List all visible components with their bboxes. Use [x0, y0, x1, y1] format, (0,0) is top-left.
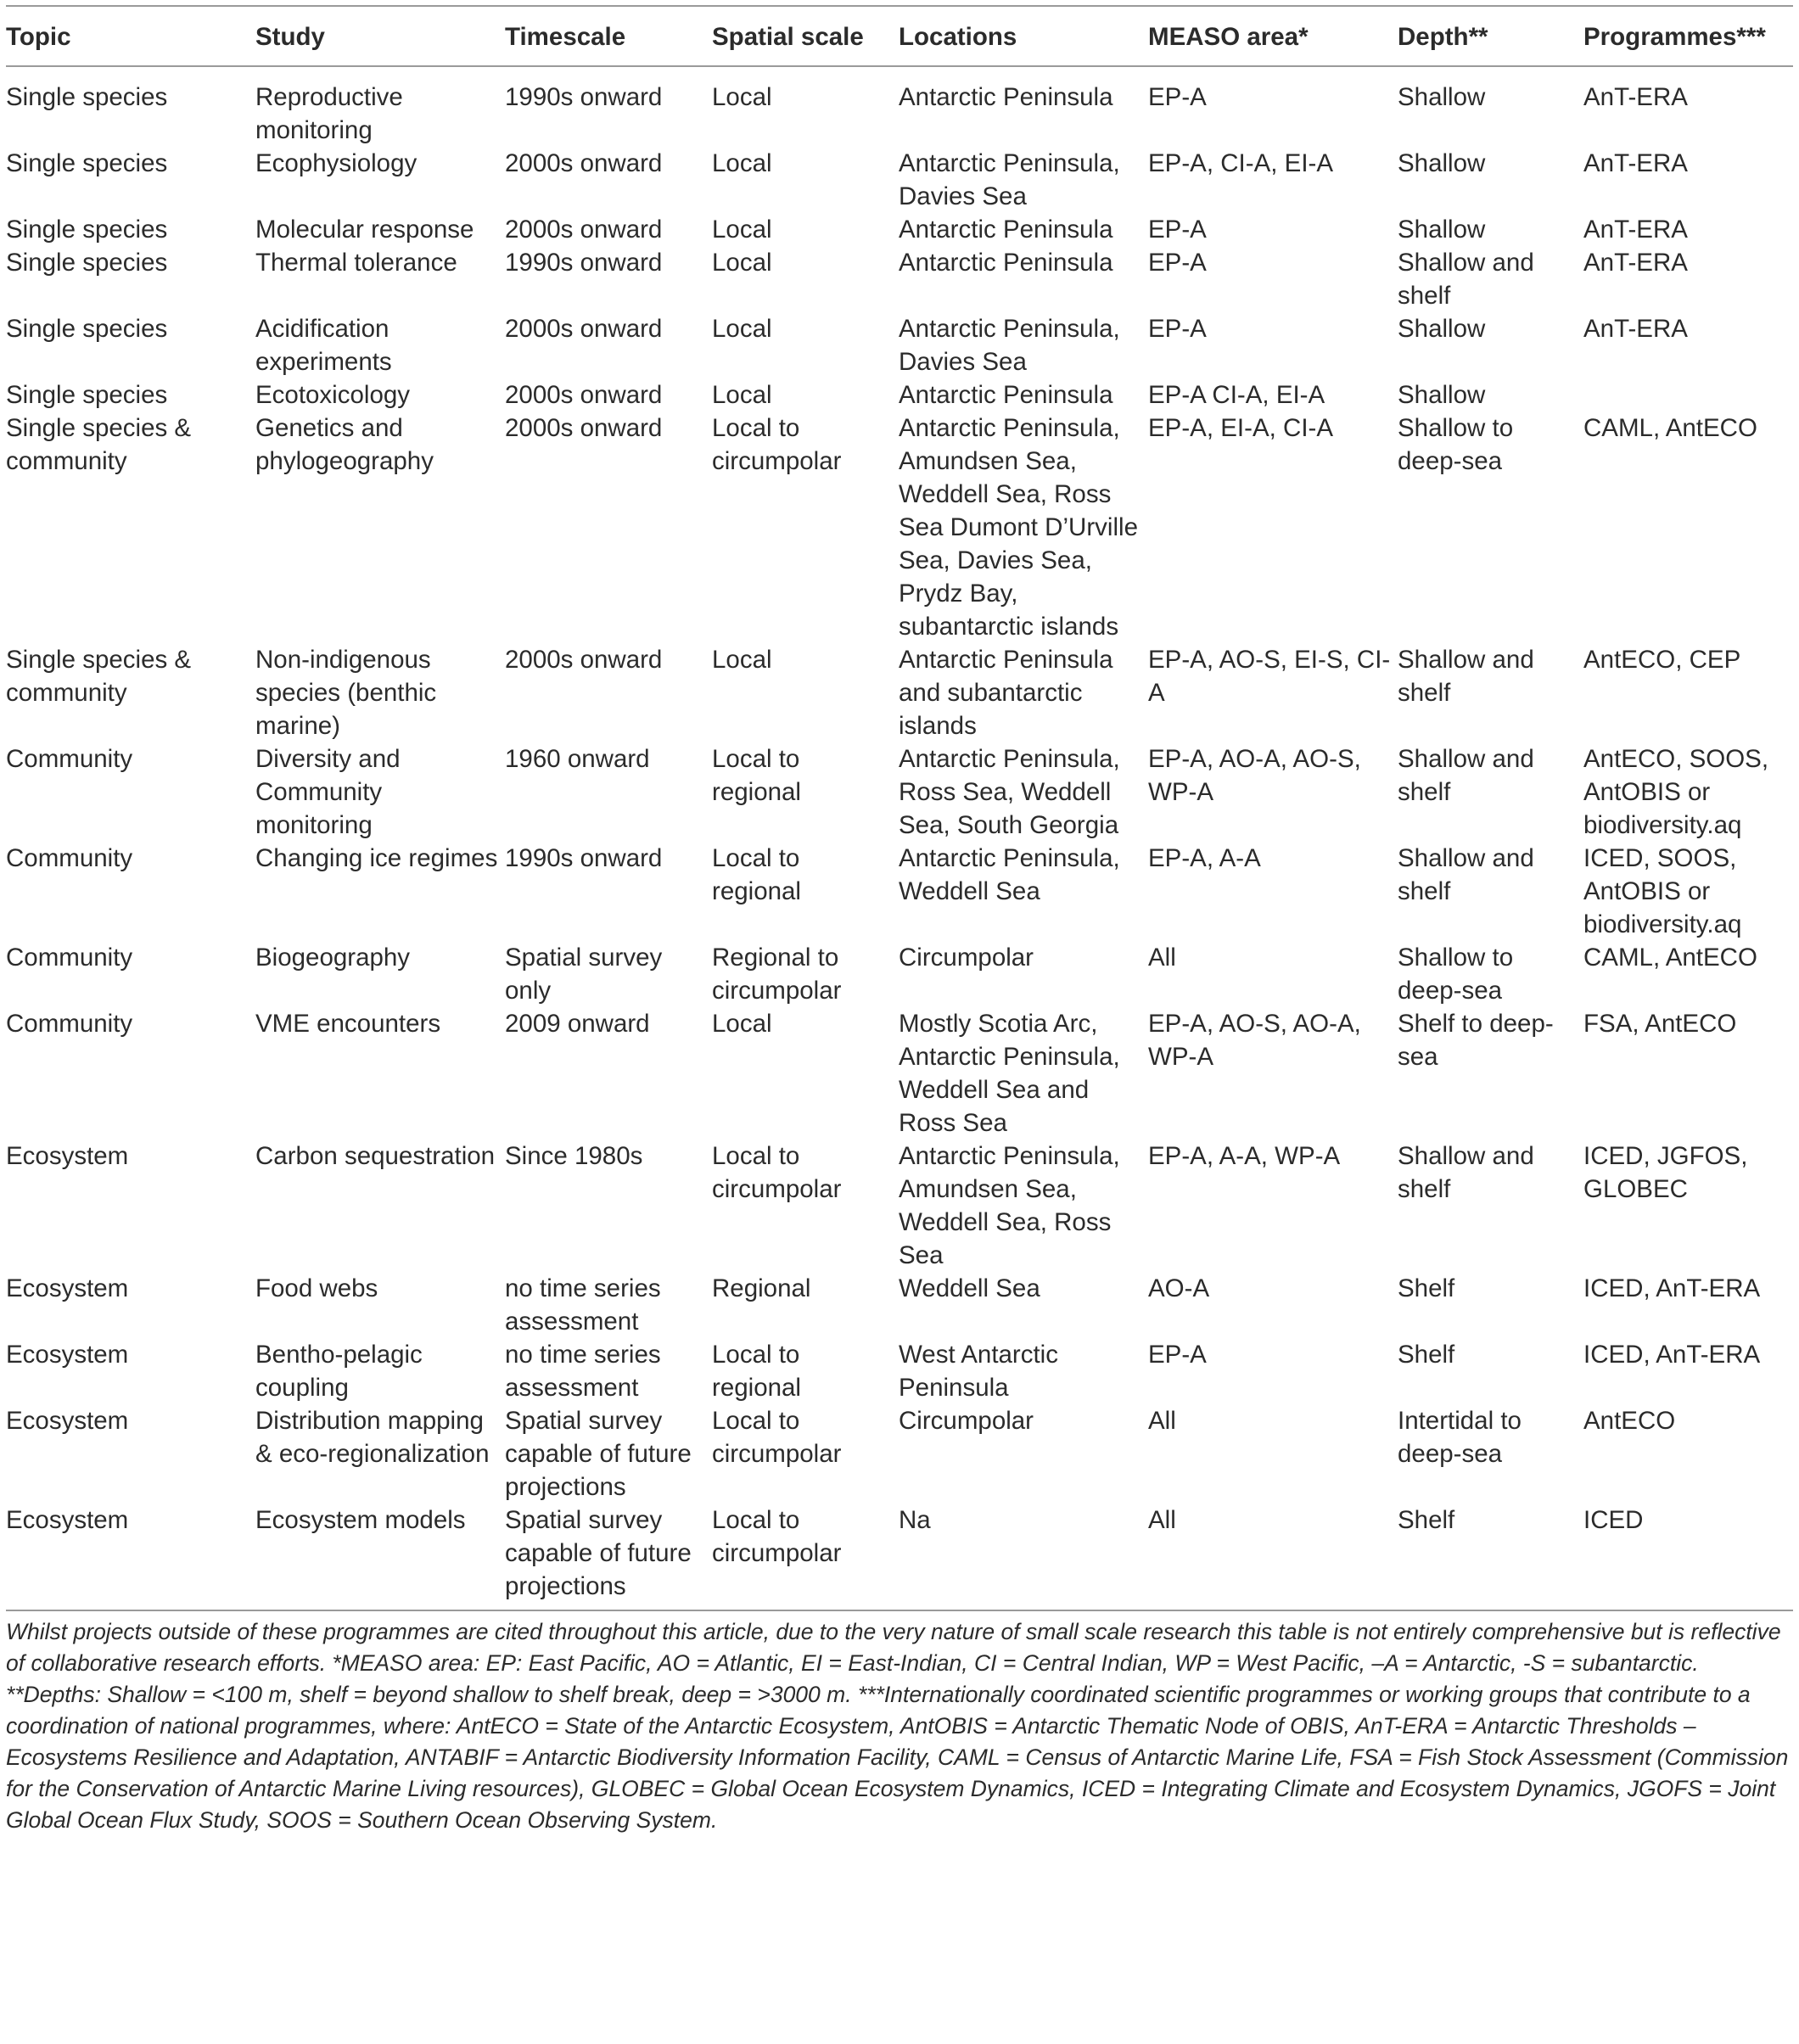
table-row — [6, 213, 1793, 246]
cell-locations: Antarctic Peninsula — [899, 83, 1113, 111]
cell-spatial-scale: Local to regional — [712, 1341, 801, 1402]
cell-topic: Single species & community — [6, 646, 192, 707]
cell-depth: Shallow — [1398, 381, 1486, 409]
cell-spatial-scale: Local — [712, 216, 772, 244]
cell-locations: Antarctic Peninsula — [899, 381, 1113, 409]
cell-measo-area: All — [1148, 1407, 1176, 1435]
table-row — [6, 147, 1793, 213]
cell-locations: Circumpolar — [899, 1407, 1034, 1435]
cell-programmes: AntECO, SOOS, AntOBIS or biodiversity.aq — [1583, 745, 1769, 839]
table-row — [6, 1338, 1793, 1404]
cell-locations: Na — [899, 1506, 931, 1534]
cell-timescale: Spatial survey only — [505, 944, 663, 1005]
cell-timescale: 1990s onward — [505, 844, 663, 872]
cell-depth: Shallow and shelf — [1398, 249, 1534, 310]
cell-study: Distribution mapping & eco-regionalization — [255, 1407, 490, 1468]
cell-study: Ecophysiology — [255, 149, 418, 177]
header-timescale: Timescale — [505, 23, 626, 51]
cell-spatial-scale: Local to regional — [712, 844, 801, 905]
cell-study: Ecotoxicology — [255, 381, 411, 409]
header-spatial-scale: Spatial scale — [712, 23, 864, 51]
table-row — [6, 246, 1793, 312]
cell-measo-area: EP-A, A-A, WP-A — [1148, 1142, 1341, 1170]
cell-programmes: CAML, AntECO — [1583, 414, 1757, 442]
cell-spatial-scale: Local to circumpolar — [712, 414, 842, 475]
cell-depth: Shallow to deep-sea — [1398, 944, 1514, 1005]
cell-locations: Antarctic Peninsula — [899, 249, 1113, 277]
cell-measo-area: EP-A, AO-S, EI-S, CI-A — [1148, 646, 1391, 707]
table-row — [6, 412, 1793, 643]
header-measo-area: MEASO area* — [1148, 23, 1309, 51]
table-body — [6, 66, 1793, 1610]
cell-timescale: 2000s onward — [505, 414, 663, 442]
cell-topic: Community — [6, 1010, 133, 1038]
cell-programmes: AntECO — [1583, 1407, 1676, 1435]
cell-topic: Single species — [6, 315, 168, 343]
cell-timescale: 2000s onward — [505, 216, 663, 244]
table-row — [6, 1140, 1793, 1272]
table-row — [6, 1272, 1793, 1338]
cell-programmes: AnT-ERA — [1583, 216, 1688, 244]
cell-measo-area: EP-A — [1148, 315, 1207, 343]
cell-measo-area: EP-A, CI-A, EI-A — [1148, 149, 1334, 177]
table-row — [6, 1007, 1793, 1140]
table-row — [6, 66, 1793, 147]
cell-measo-area: EP-A — [1148, 249, 1207, 277]
cell-topic: Single species — [6, 249, 168, 277]
cell-programmes — [1583, 378, 1793, 412]
cell-depth: Shallow and shelf — [1398, 745, 1534, 806]
cell-timescale: Spatial survey capable of future projections — [505, 1506, 692, 1600]
cell-topic: Single species — [6, 149, 168, 177]
cell-measo-area: EP-A CI-A, EI-A — [1148, 381, 1325, 409]
cell-measo-area: EP-A, AO-S, AO-A, WP-A — [1148, 1010, 1361, 1071]
cell-programmes: AnT-ERA — [1583, 249, 1688, 277]
cell-study: VME encounters — [255, 1010, 441, 1038]
cell-timescale: 1990s onward — [505, 249, 663, 277]
table-row — [6, 312, 1793, 378]
header-locations: Locations — [899, 23, 1017, 51]
cell-topic: Ecosystem — [6, 1341, 129, 1369]
cell-depth: Shallow and shelf — [1398, 1142, 1534, 1203]
cell-topic: Ecosystem — [6, 1407, 129, 1435]
header-topic: Topic — [6, 23, 71, 51]
cell-programmes: AnT-ERA — [1583, 83, 1688, 111]
cell-spatial-scale: Local to regional — [712, 745, 801, 806]
table-row — [6, 842, 1793, 941]
cell-depth: Shelf — [1398, 1341, 1455, 1369]
cell-programmes: AnT-ERA — [1583, 149, 1688, 177]
table-header — [6, 6, 1793, 66]
cell-topic: Ecosystem — [6, 1274, 129, 1302]
cell-locations: Weddell Sea — [899, 1274, 1040, 1302]
cell-study: Genetics and phylogeography — [255, 414, 434, 475]
cell-locations: Antarctic Peninsula, Amundsen Sea, Weddell Sea, Ross Sea Dumont D’Urville Sea, Davies Sea, Prydz Bay, subantarctic islands — [899, 414, 1138, 641]
table-row — [6, 1404, 1793, 1504]
cell-topic: Single species — [6, 381, 168, 409]
cell-locations: Antarctic Peninsula, Davies Sea — [899, 149, 1120, 210]
cell-study: Ecosystem models — [255, 1506, 466, 1534]
cell-depth: Shallow — [1398, 83, 1486, 111]
cell-depth: Shallow — [1398, 216, 1486, 244]
cell-spatial-scale: Local — [712, 249, 772, 277]
header-study: Study — [255, 23, 325, 51]
table-row — [6, 378, 1793, 412]
cell-depth: Shallow — [1398, 149, 1486, 177]
cell-locations: Antarctic Peninsula, Amundsen Sea, Weddell Sea, Ross Sea — [899, 1142, 1120, 1269]
header-depth: Depth** — [1398, 23, 1488, 51]
cell-spatial-scale: Local — [712, 83, 772, 111]
cell-measo-area: EP-A, A-A — [1148, 844, 1261, 872]
cell-study: Diversity and Community monitoring — [255, 745, 401, 839]
cell-topic: Community — [6, 745, 133, 773]
cell-timescale: 2000s onward — [505, 646, 663, 674]
cell-spatial-scale: Local to circumpolar — [712, 1407, 842, 1468]
cell-study: Carbon sequestration — [255, 1142, 496, 1170]
cell-spatial-scale: Local — [712, 381, 772, 409]
cell-programmes: ICED, JGFOS, GLOBEC — [1583, 1142, 1748, 1203]
research-table — [6, 5, 1793, 1610]
cell-programmes: ICED, SOOS, AntOBIS or biodiversity.aq — [1583, 844, 1742, 938]
cell-depth: Shallow and shelf — [1398, 646, 1534, 707]
cell-measo-area: EP-A — [1148, 1341, 1207, 1369]
cell-timescale: 2000s onward — [505, 381, 663, 409]
table-row — [6, 643, 1793, 742]
cell-study: Food webs — [255, 1274, 378, 1302]
cell-measo-area: All — [1148, 1506, 1176, 1534]
cell-locations: Antarctic Peninsula, Weddell Sea — [899, 844, 1120, 905]
cell-spatial-scale: Local to circumpolar — [712, 1506, 842, 1567]
cell-programmes: ICED, AnT-ERA — [1583, 1274, 1761, 1302]
cell-locations: Antarctic Peninsula, Ross Sea, Weddell Sea, South Georgia — [899, 745, 1120, 839]
cell-spatial-scale: Regional — [712, 1274, 811, 1302]
cell-programmes: AnT-ERA — [1583, 315, 1688, 343]
cell-timescale: 2000s onward — [505, 315, 663, 343]
cell-programmes: AntECO, CEP — [1583, 646, 1741, 674]
cell-locations: West Antarctic Peninsula — [899, 1341, 1058, 1402]
cell-programmes: FSA, AntECO — [1583, 1010, 1737, 1038]
cell-timescale: 2009 onward — [505, 1010, 650, 1038]
table-row — [6, 1504, 1793, 1610]
cell-study: Bentho-pelagic coupling — [255, 1341, 423, 1402]
table-footnote: Whilst projects outside of these programmes are cited throughout this article, due to the very nature of small scale research this table is not entirely comprehensive but is reflective of collaborative research efforts. *MEASO area: EP: East Pacific, AO = Atlantic, EI = East-Indian, CI = Central Indian, WP = West Pacific, –A = Antarctic, -S = subantarctic. **Depths: Shallow = <100 m, shelf = beyond shallow to shelf break, deep = >3000 m. ***Internationally coordinated scientific programmes or working groups that contribute to a coordination of national programmes, where: AntECO = State of the Antarctic Ecosystem, AntOBIS = Antarctic Thematic Node of OBIS, AnT-ERA = Antarctic Thresholds – Ecosystems Resilience and Adaptation, ANTABIF = Antarctic Biodiversity Information Facility, CAML = Census of Antarctic Marine Life, FSA = Fish Stock Assessment (Commission for the Conservation of Antarctic Marine Living resources), GLOBEC = Global Ocean Ecosystem Dynamics, ICED = Integrating Climate and Ecosystem Dynamics, JGOFS = Joint Global Ocean Flux Study, SOOS = Southern Ocean Observing System. — [6, 1610, 1793, 1836]
cell-depth: Shallow to deep-sea — [1398, 414, 1514, 475]
cell-study: Molecular response — [255, 216, 474, 244]
cell-programmes: CAML, AntECO — [1583, 944, 1757, 972]
cell-depth: Shelf — [1398, 1506, 1455, 1534]
cell-spatial-scale: Local — [712, 1010, 772, 1038]
cell-topic: Community — [6, 844, 133, 872]
cell-topic: Single species — [6, 216, 168, 244]
cell-study: Non-indigenous species (benthic marine) — [255, 646, 437, 740]
cell-measo-area: EP-A — [1148, 83, 1207, 111]
cell-depth: Shallow — [1398, 315, 1486, 343]
cell-timescale: no time series assessment — [505, 1341, 661, 1402]
cell-measo-area: EP-A, AO-A, AO-S, WP-A — [1148, 745, 1361, 806]
cell-measo-area: EP-A — [1148, 216, 1207, 244]
cell-locations: Circumpolar — [899, 944, 1034, 972]
cell-study: Biogeography — [255, 944, 411, 972]
cell-spatial-scale: Regional to circumpolar — [712, 944, 842, 1005]
table-row — [6, 742, 1793, 842]
cell-timescale: 1990s onward — [505, 83, 663, 111]
cell-measo-area: AO-A — [1148, 1274, 1210, 1302]
cell-topic: Single species & community — [6, 414, 192, 475]
cell-locations: Antarctic Peninsula and subantarctic islands — [899, 646, 1113, 740]
cell-study: Changing ice regimes — [255, 844, 498, 872]
table-row — [6, 941, 1793, 1007]
cell-spatial-scale: Local — [712, 646, 772, 674]
cell-timescale: 1960 onward — [505, 745, 650, 773]
cell-timescale: 2000s onward — [505, 149, 663, 177]
header-programmes: Programmes*** — [1583, 23, 1766, 51]
cell-topic: Community — [6, 944, 133, 972]
cell-measo-area: All — [1148, 944, 1176, 972]
cell-depth: Intertidal to deep-sea — [1398, 1407, 1522, 1468]
cell-topic: Single species — [6, 83, 168, 111]
page — [6, 5, 1793, 1836]
cell-timescale: Spatial survey capable of future projections — [505, 1407, 692, 1501]
cell-study: Acidification experiments — [255, 315, 392, 376]
cell-spatial-scale: Local to circumpolar — [712, 1142, 842, 1203]
cell-depth: Shelf — [1398, 1274, 1455, 1302]
cell-timescale: no time series assessment — [505, 1274, 661, 1336]
cell-locations: Mostly Scotia Arc, Antarctic Peninsula, Weddell Sea and Ross Sea — [899, 1010, 1120, 1137]
cell-study: Reproductive monitoring — [255, 83, 403, 144]
cell-spatial-scale: Local — [712, 149, 772, 177]
cell-spatial-scale: Local — [712, 315, 772, 343]
cell-programmes: ICED, AnT-ERA — [1583, 1341, 1761, 1369]
cell-locations: Antarctic Peninsula, Davies Sea — [899, 315, 1120, 376]
cell-study: Thermal tolerance — [255, 249, 457, 277]
cell-timescale: Since 1980s — [505, 1142, 643, 1170]
header-row — [6, 6, 1793, 66]
cell-locations: Antarctic Peninsula — [899, 216, 1113, 244]
cell-topic: Ecosystem — [6, 1142, 129, 1170]
cell-topic: Ecosystem — [6, 1506, 129, 1534]
cell-measo-area: EP-A, EI-A, CI-A — [1148, 414, 1334, 442]
cell-programmes: ICED — [1583, 1506, 1644, 1534]
cell-depth: Shallow and shelf — [1398, 844, 1534, 905]
cell-depth: Shelf to deep-sea — [1398, 1010, 1554, 1071]
